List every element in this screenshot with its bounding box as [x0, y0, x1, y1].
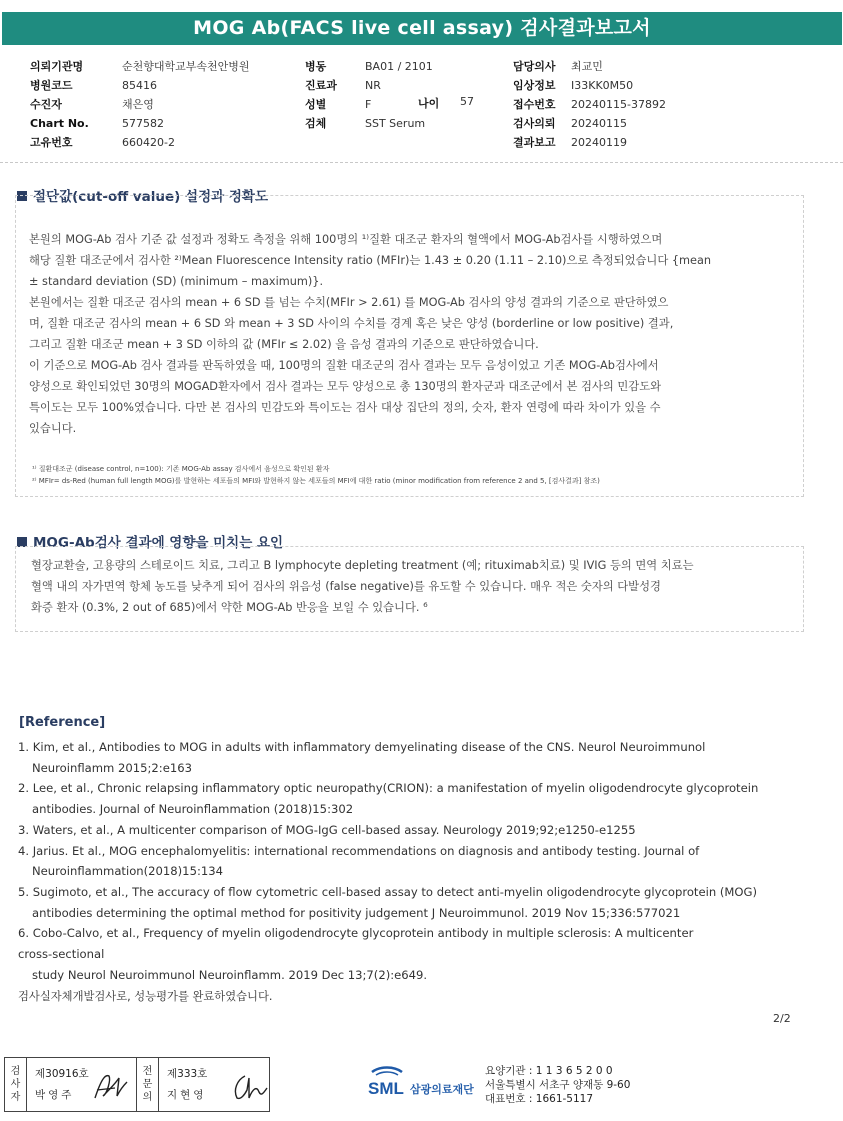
info-value: NR [365, 79, 381, 92]
info-value: 순천향대학교부속천안병원 [122, 60, 250, 73]
signature-role-examiner [5, 1058, 27, 1111]
signature-role-specialist [137, 1058, 159, 1111]
info-label: 임상정보 [513, 79, 556, 92]
info-value: 577582 [122, 117, 164, 130]
paragraph-line: ± standard deviation (SD) (minimum – maximum)}. [29, 275, 324, 288]
info-label: 성별 [305, 98, 327, 111]
section-title-text: MOG-Ab검사 결과에 영향을 미치는 요인 [33, 535, 284, 551]
logo-text: SML [368, 1079, 404, 1098]
patient-info-column-3 [513, 57, 666, 152]
paragraph-line: 며, 질환 대조군 검사의 mean + 6 SD 와 mean + 3 SD 사이의 수치를 경계 혹은 낮은 양성 (borderline or low positive) 결과, [29, 317, 674, 330]
patient-info-column-2 [305, 57, 433, 133]
info-value: 20240115-37892 [571, 98, 666, 111]
info-label: 접수번호 [513, 98, 556, 111]
reference-line: antibodies determining the optimal method for positivity judgement J Neuroimmunol. 2019 Nov 15;336:577021 [32, 905, 681, 920]
info-label: 수진자 [30, 98, 62, 111]
paragraph-line: 이 기준으로 MOG-Ab 검사 결과를 판독하였을 때, 100명의 질환 대조군의 검사 결과는 모두 음성이었고 기존 MOG-Ab검사에서 [29, 359, 659, 372]
info-value: 660420-2 [122, 136, 175, 149]
role-char: 검 [10, 1066, 21, 1077]
paragraph-line: 혈장교환술, 고용량의 스테로이드 치료, 그리고 B lymphocyte depleting treatment (예; rituximab치료) 및 IVIG 등의 면역 치료는 [31, 559, 694, 572]
info-value: 채은영 [122, 98, 154, 111]
info-label: 의뢰기관명 [30, 60, 84, 73]
page-number: 2/2 [773, 1012, 791, 1025]
info-label: 진료과 [305, 79, 337, 92]
specialist-name: 지현영 [167, 1089, 207, 1101]
reference-line: 5. Sugimoto, et al., The accuracy of flow cytometric cell-based assay to detect anti-myelin oligodendrocyte glycoprotein (MOG) [18, 884, 758, 899]
reference-line: cross-sectional [18, 947, 105, 962]
org-address: 서울특별시 서초구 양재동 9-60 [485, 1079, 631, 1091]
section-body-factors [31, 555, 793, 618]
sml-logo-icon [366, 1064, 481, 1100]
info-label: Chart No. [30, 117, 89, 130]
paragraph-line: 있습니다. [29, 422, 77, 435]
reference-line: 1. Kim, et al., Antibodies to MOG in adults with inflammatory demyelinating disease of the CNS. Neurol Neuroimmunol [18, 740, 706, 754]
paragraph-line: 본원에서는 질환 대조군 검사의 mean + 6 SD 를 넘는 수치(MFIr > 2.61) 를 MOG-Ab 검사의 양성 결과의 기준으로 판단하였으 [29, 296, 669, 309]
signature-cell-specialist [159, 1058, 269, 1111]
reference-line: study Neurol Neuroimmunol Neuroinflamm. 2019 Dec 13;7(2):e649. [32, 967, 428, 982]
age-label: 나이 [418, 97, 440, 110]
reference-line: 6. Cobo-Calvo, et al., Frequency of myelin oligodendrocyte glycoprotein antibody in multiple sclerosis: A multicenter [18, 926, 694, 941]
section-body-cutoff [29, 229, 791, 439]
reference-line: 2. Lee, et al., Chronic relapsing inflammatory optic neuropathy(CRION): a manifestation of myelin oligodendrocyte glycoprotein [18, 781, 759, 796]
org-code: 요양기관 : 1 1 3 6 5 2 0 0 [485, 1065, 613, 1077]
reference-line: 4. Jarius. Et al., MOG encephalomyelitis: international recommendations on diagnosis and antibody testing. Journal of [18, 843, 700, 858]
closing-statement: 검사실자체개발검사로, 성능평가를 완료하였습니다. [18, 990, 273, 1003]
paragraph-line: 본원의 MOG-Ab 검사 기준 값 설정과 정확도 측정을 위해 100명의 ¹⁾질환 대조군 환자의 혈액에서 MOG-Ab검사를 시행하였으며 [29, 233, 663, 246]
footnote: ²⁾ MFIr= ds-Red (human full length MOG)를 발현하는 세포들의 MFI와 발현하지 않는 세포들의 MFI에 대한 ratio (minor modification from reference 2 and 5, [검사결과] 참조) [32, 477, 600, 485]
examiner-signature-icon [91, 1070, 131, 1104]
role-char: 의 [142, 1092, 153, 1103]
signature-cell-examiner [27, 1058, 137, 1111]
role-char: 사 [10, 1079, 21, 1090]
info-label: 결과보고 [513, 136, 556, 149]
info-value: SST Serum [365, 117, 426, 130]
reference-line: Neuroinflammation(2018)15:134 [32, 864, 223, 879]
info-label: 고유번호 [30, 136, 73, 149]
age-value: 57 [460, 95, 474, 108]
examiner-name: 박영주 [35, 1089, 75, 1101]
sml-logo [366, 1064, 481, 1103]
info-value: 최교민 [571, 60, 603, 73]
info-label: 병원코드 [30, 79, 73, 92]
paragraph-line: 해당 질환 대조군에서 검사한 ²⁾Mean Fluorescence Intensity ratio (MFIr)는 1.43 ± 0.20 (1.11 – 2.10)으로 측정되었습니다 {mean [29, 254, 712, 267]
info-label: 검체 [305, 117, 327, 130]
org-info [485, 1064, 630, 1106]
header-divider [0, 162, 843, 163]
info-value: I33KK0M50 [571, 79, 634, 92]
footnote: ¹⁾ 질환대조군 (disease control, n=100): 기존 MOG-Ab assay 검사에서 음성으로 확인된 환자 [32, 465, 330, 473]
role-char: 전 [142, 1066, 153, 1077]
examiner-license: 제30916호 [35, 1068, 89, 1080]
reference-line: Neuroinflamm 2015;2:e163 [32, 760, 192, 775]
org-name: 삼광의료재단 [410, 1083, 474, 1096]
reference-line: antibodies. Journal of Neuroinflammation (2018)15:302 [32, 802, 354, 817]
reference-list [18, 737, 758, 985]
info-value: BA01 / 2101 [365, 60, 433, 73]
info-value: 20240119 [571, 136, 627, 149]
patient-info-column-1 [30, 57, 250, 152]
role-char: 문 [142, 1079, 153, 1090]
info-label: 검사의뢰 [513, 117, 556, 130]
role-char: 자 [10, 1092, 21, 1103]
reference-line: 3. Waters, et al., A multicenter comparison of MOG-IgG cell-based assay. Neurology 2019;92;e1250-e1255 [18, 822, 636, 837]
info-value: 85416 [122, 79, 157, 92]
info-value: 20240115 [571, 117, 627, 130]
report-title: MOG Ab(FACS live cell assay) 검사결과보고서 [2, 12, 842, 45]
paragraph-line: 혈액 내의 자가면역 항체 농도를 낮추게 되어 검사의 위음성 (false negative)를 유도할 수 있습니다. 매우 적은 숫자의 다발성경 [31, 580, 661, 593]
info-value: F [365, 98, 372, 111]
reference-title: [Reference] [19, 715, 106, 730]
section-title-text: 절단값(cut-off value) 설정과 정확도 [33, 189, 268, 205]
specialist-signature-icon [229, 1070, 269, 1104]
info-label: 담당의사 [513, 60, 556, 73]
info-label: 병동 [305, 60, 327, 73]
signature-box [4, 1057, 270, 1112]
footnotes [32, 463, 600, 487]
paragraph-line: 화증 환자 (0.3%, 2 out of 685)에서 약한 MOG-Ab 반응을 보일 수 있습니다. ⁶ [31, 601, 428, 614]
paragraph-line: 특이도는 모두 100%였습니다. 다만 본 검사의 민감도와 특이도는 검사 대상 집단의 정의, 숫자, 환자 연령에 따라 차이가 있을 수 [29, 401, 661, 414]
specialist-license: 제333호 [167, 1068, 208, 1080]
paragraph-line: 그리고 질환 대조군 mean + 3 SD 이하의 값 (MFIr ≤ 2.02) 을 음성 결과의 기준으로 판단하였습니다. [29, 338, 539, 351]
org-phone: 대표번호 : 1661-5117 [485, 1093, 594, 1105]
paragraph-line: 양성으로 확인되었던 30명의 MOGAD환자에서 검사 결과는 모두 양성으로 총 130명의 환자군과 대조군에서 본 검사의 민감도와 [29, 380, 662, 393]
